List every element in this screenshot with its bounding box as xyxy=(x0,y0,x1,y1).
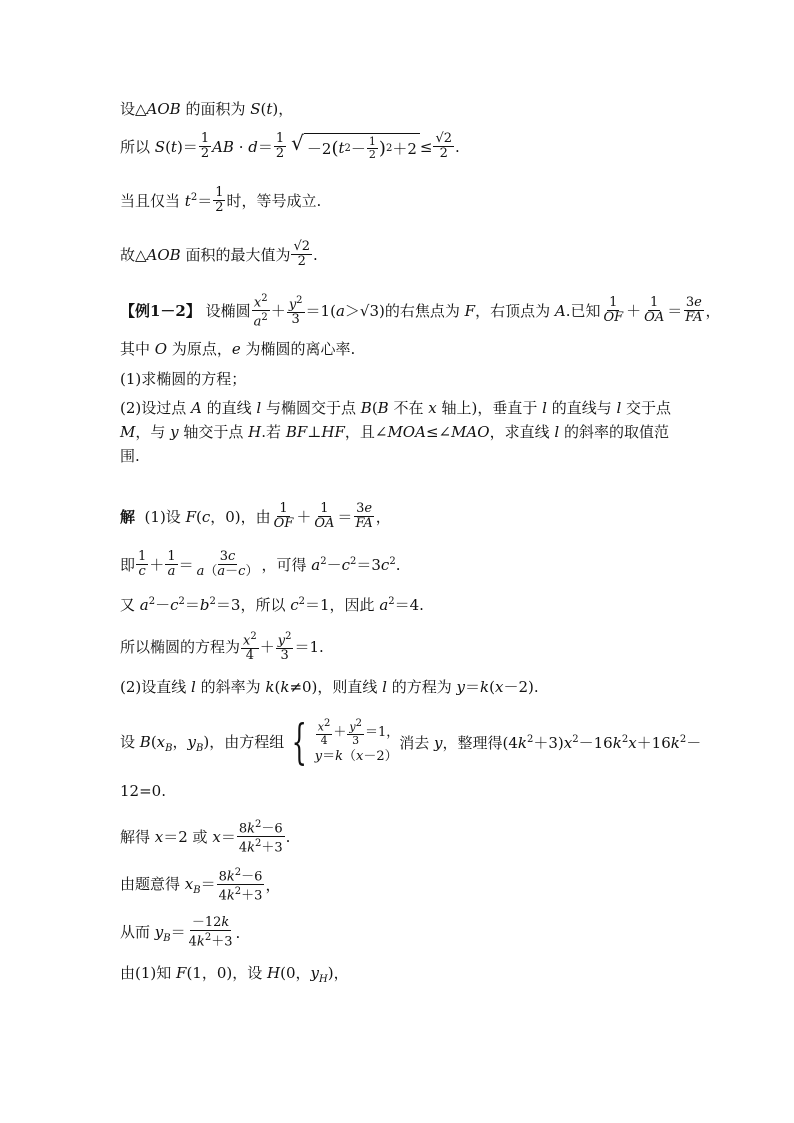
solution-line-1: 解 (1)设 F(c，0)，由 $\frac{1}{OF}$ ＋ $\frac{1}{OA}$ ＝ $\frac{3e}{FA}$ ， xyxy=(120,501,391,531)
solution-line-2: 即 $\frac{1}{c}$ ＋ $\frac{1}{a}$ ＝ $\frac{3c}{a(a-c)}$ ，可得 $a^2-c^2=3c^2$. xyxy=(120,549,401,579)
text-line-1: 设△AOB 的面积为 S(t)， xyxy=(120,100,294,118)
solution-line-7: 12=0. xyxy=(120,782,166,800)
solution-line-9: 由题意得 $x_B=$ $\frac{8k^2-6}{4k^2+3}$ ， xyxy=(120,867,281,904)
solution-line-6: 设 $B(x_B$，$y_B$)，由方程组 { $\frac{x^2}{4}$ ＋ $\frac{y^2}{3}$ ＝1， y＝k（x－2） 消去 y，整理得$(4k^2+3)x^2-16k^2x+16k^2-$ xyxy=(120,714,702,771)
question-2: (2)设过点 A 的直线 l 与椭圆交于点 B(B 不在 x 轴上)，垂直于 l 的直线与 l 交于点 M，与 y 轴交于点 H.若 BF⊥HF，且∠MOA≤∠MAO，求直线 l 的斜率的取值范围. xyxy=(120,399,672,465)
solution-label: 解 xyxy=(120,508,136,526)
solution-line-10: 从而 $y_B=$ $\frac{-12k}{4k^2+3}$ . xyxy=(120,915,241,950)
solution-line-11: 由(1)知 F(1，0)，设 H(0，$y_H$)， xyxy=(120,964,349,985)
solution-line-5: (2)设直线 l 的斜率为 k(k≠0)，则直线 l 的方程为 y＝k(x－2). xyxy=(120,678,539,696)
example-label: 【例1－2】 xyxy=(120,302,201,321)
solution-line-4: 所以椭圆的方程为 $\frac{x^2}{4}$ ＋ $\frac{y^2}{3}$ ＝1. xyxy=(120,631,324,664)
text-line-2: 所以 S(t)＝ $\frac{1}{2}$ AB · d＝ $\frac{1}{2}$ √ －2 ( t 2 － $\frac{1}{2}$ ) 2 ＋2 ≤ $\frac{√2}{2}$ . xyxy=(120,130,460,161)
example-line-2: 其中 O 为原点，e 为椭圆的离心率. xyxy=(120,340,356,358)
text-line-4: 故△AOB 面积的最大值为 $\frac{√2}{2}$ . xyxy=(120,239,318,269)
solution-line-8: 解得 x＝2 或 x＝ $\frac{8k^2-6}{4k^2+3}$ . xyxy=(120,819,291,856)
question-1: (1)求椭圆的方程； xyxy=(120,370,247,388)
solution-line-3: 又 $a^2-c^2=b^2=3$，所以 $c^2=1$，因此 $a^2=4$. xyxy=(120,596,424,614)
example-line-1: 【例1－2】 设椭圆 $\frac{x^2}{a^2}$ ＋ $\frac{y^2}{3}$ ＝1(a＞√3)的右焦点为 F，右顶点为 A.已知 $\frac{1}{OF}$ ＋ $\frac{1}{OA}$ ＝ $\frac{3e}{FA}$ ， xyxy=(120,293,721,330)
text-line-3: 当且仅当 $t^2=$ $\frac{1}{2}$ 时，等号成立. xyxy=(120,185,322,215)
equation-system: { $\frac{x^2}{4}$ ＋ $\frac{y^2}{3}$ ＝1， y＝k（x－2） xyxy=(291,714,400,771)
